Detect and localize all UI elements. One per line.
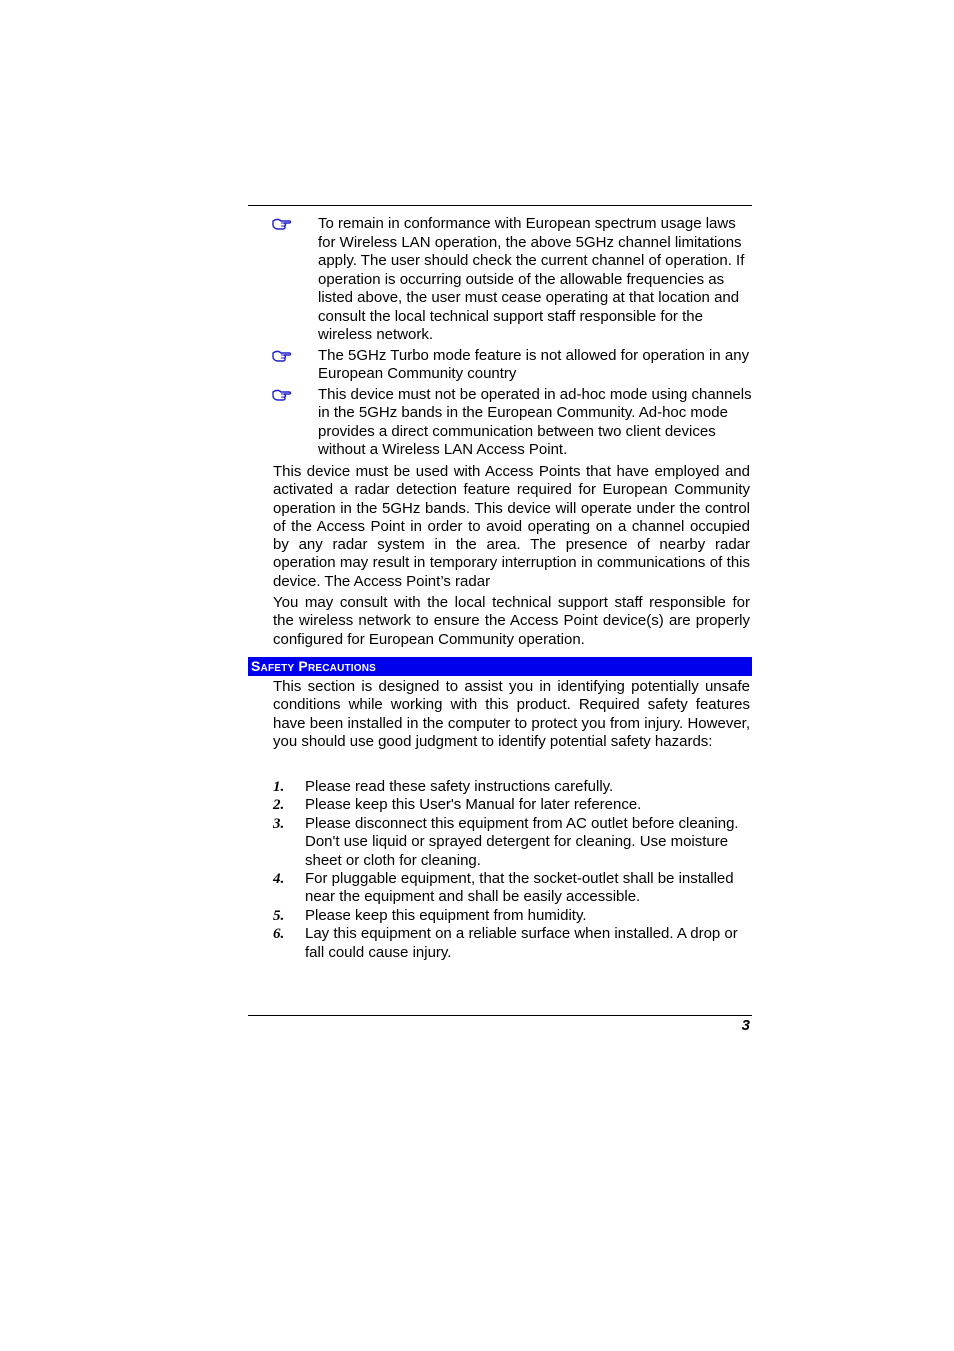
step-number: 6. bbox=[273, 926, 285, 943]
step-number: 5. bbox=[273, 907, 285, 924]
header-rule bbox=[248, 205, 752, 206]
bullet-text: To remain in conformance with European spectrum usage laws for Wireless LAN operation, the above 5GHz channel limitations apply. The user should check the current channel of operation. If operation is occurring outside of the allowable frequencies as listed above, the user must cease operating at that location and consult the local technical support staff responsible for the wireless network. bbox=[318, 215, 745, 343]
step-text: Please keep this User's Manual for later reference. bbox=[305, 796, 642, 814]
step-text: Lay this equipment on a reliable surface when installed. A drop or fall could cause injury. bbox=[305, 925, 738, 961]
radar-paragraph: This device must be used with Access Points that have employed and activated a radar detection feature required for European Community operation in the 5GHz bands. This device will operate under the control of the Access Point in order to avoid operating on a channel occupied by any radar system in the area. The presence of nearby radar operation may result in temporary interruption in communications of this device. The Access Point’s radar bbox=[273, 463, 750, 590]
list-item bbox=[273, 815, 753, 870]
bullet-text: The 5GHz Turbo mode feature is not allowed for operation in any European Community country bbox=[318, 346, 750, 382]
list-item bbox=[272, 347, 752, 384]
step-number: 1. bbox=[273, 779, 285, 795]
consult-paragraph: You may consult with the local technical support staff responsible for the wireless network to ensure the Access Point device(s) are properly configured for European Community operation. bbox=[273, 594, 750, 648]
step-number: 2. bbox=[273, 797, 285, 814]
footer-rule bbox=[248, 1015, 752, 1016]
pointing-hand-icon bbox=[272, 217, 294, 231]
bullet-text: This device must not be operated in ad-hoc mode using channels in the 5GHz bands in the European Community. Ad-hoc mode provides a direct communication between two client devices without a Wireless LAN Access Point. bbox=[318, 385, 752, 458]
list-item bbox=[273, 907, 753, 925]
step-text: For pluggable equipment, that the socket-outlet shall be installed near the equipment and shall be easily accessible. bbox=[305, 870, 734, 906]
safety-intro: This section is designed to assist you in identifying potentially unsafe conditions while working with this product. Required safety features have been installed in the computer to protect you from injury. However, you should use good judgment to identify potential safety hazards: bbox=[273, 678, 750, 750]
page-number: 3 bbox=[741, 1017, 750, 1034]
step-text: Please keep this equipment from humidity. bbox=[305, 906, 587, 924]
step-number: 4. bbox=[273, 871, 285, 888]
safety-steps-list bbox=[273, 778, 753, 962]
section-heading: Safety Precautions bbox=[248, 657, 752, 676]
bullet-list bbox=[272, 215, 752, 462]
list-item bbox=[272, 386, 752, 460]
list-item bbox=[272, 215, 752, 345]
pointing-hand-icon bbox=[272, 388, 294, 402]
step-text: Please disconnect this equipment from AC outlet before cleaning. Don't use liquid or sprayed detergent for cleaning. Use moisture sheet or cloth for cleaning. bbox=[305, 814, 739, 869]
list-item bbox=[273, 925, 753, 962]
list-item bbox=[273, 778, 753, 796]
step-number: 3. bbox=[273, 815, 285, 832]
step-text: Please read these safety instructions carefully. bbox=[305, 778, 614, 795]
list-item bbox=[273, 870, 753, 907]
list-item bbox=[273, 796, 753, 814]
pointing-hand-icon bbox=[272, 349, 294, 363]
